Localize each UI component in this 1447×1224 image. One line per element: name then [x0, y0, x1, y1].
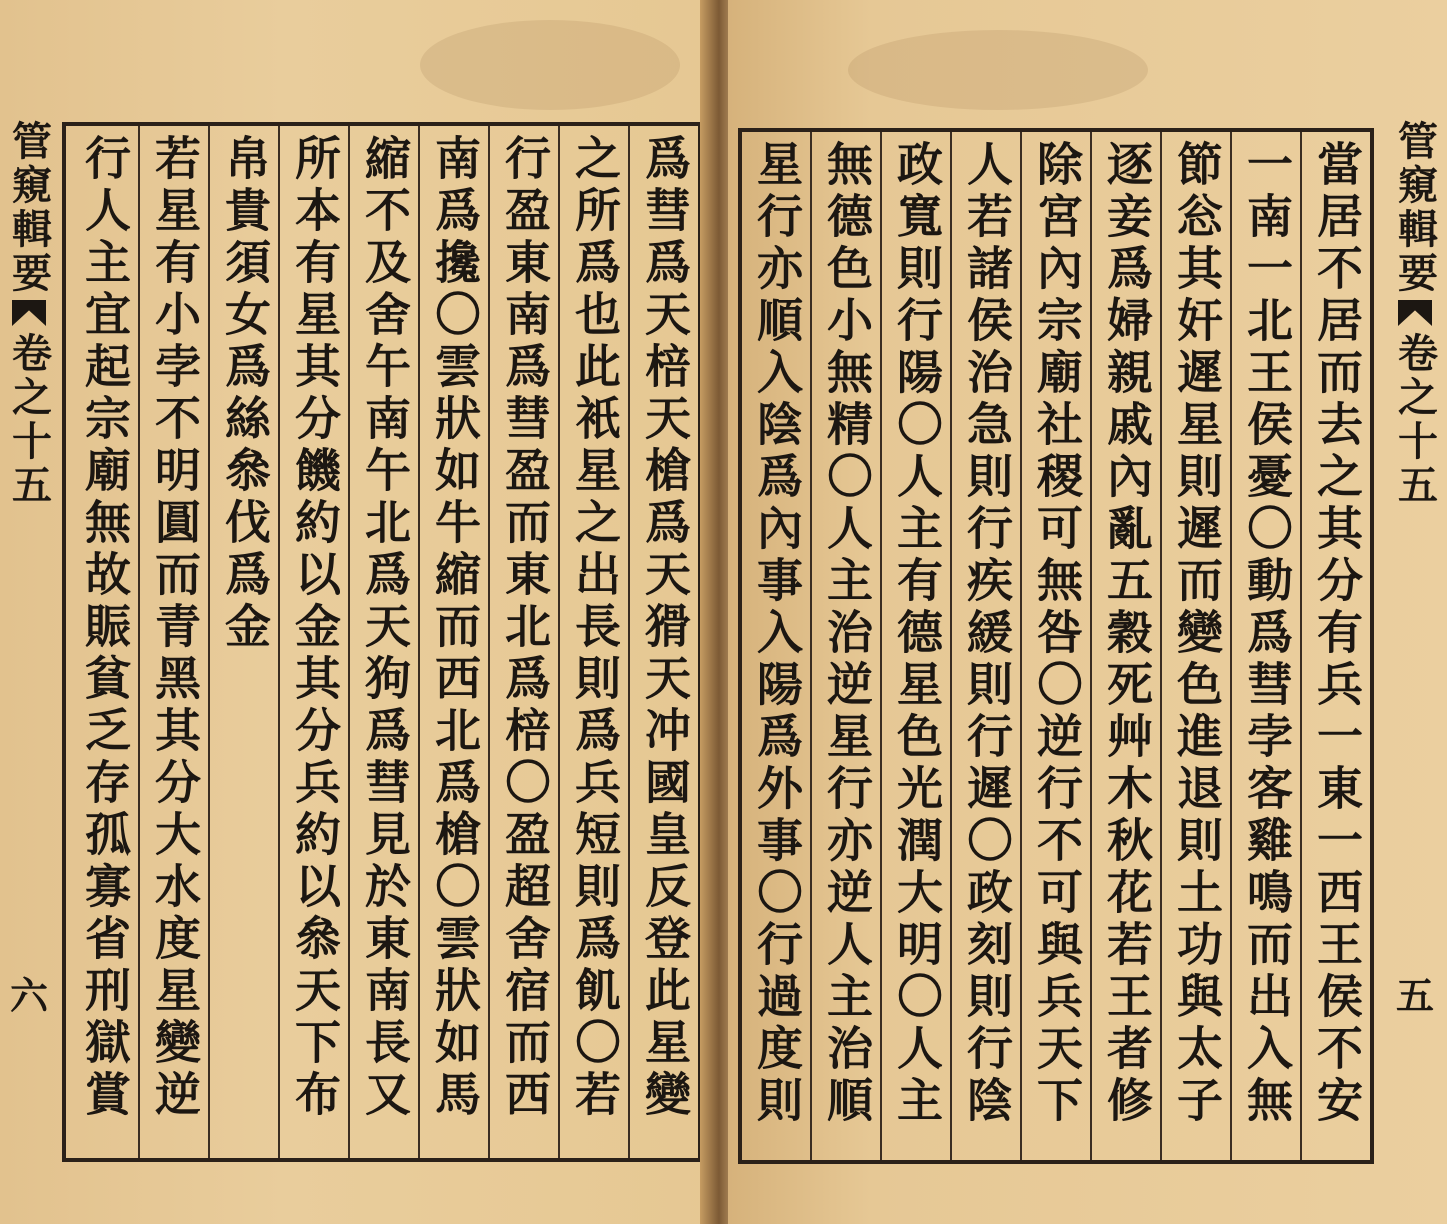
column-text: 逐妾爲婦親戚內亂五穀死艸木秋花若王者修	[1100, 140, 1154, 1128]
column-text: 一南一北王侯憂〇動爲彗孛客雞鳴而出入無	[1240, 140, 1294, 1128]
column-text: 之所爲也此衹星之出長則爲兵短則爲飢〇若	[568, 134, 622, 1122]
text-column	[422, 126, 488, 1158]
paper-stain	[420, 20, 680, 110]
column-rule	[348, 126, 350, 1158]
column-text: 縮不及舍午南午北爲天狗爲彗見於東南長又	[358, 134, 412, 1122]
column-rule	[1230, 132, 1232, 1160]
text-column	[142, 126, 208, 1158]
text-column	[1024, 132, 1090, 1160]
left-margin-column	[0, 120, 58, 1160]
column-rule	[208, 126, 210, 1158]
column-rule	[1090, 132, 1092, 1160]
text-column	[814, 132, 880, 1160]
column-text: 爲彗爲天棓天槍爲天猾天冲國皇反登此星變	[638, 134, 692, 1122]
column-text: 無德色小無精〇人主治逆星行亦逆人主治順	[820, 140, 874, 1128]
fish-tail-mark	[1398, 300, 1432, 326]
text-column	[1304, 132, 1370, 1160]
left-folio: 六	[9, 973, 48, 1018]
text-column	[352, 126, 418, 1158]
column-text: 星行亦順入陰爲內事入陽爲外事〇行過度則	[750, 140, 804, 1128]
text-column	[1234, 132, 1300, 1160]
text-column	[884, 132, 950, 1160]
right-text-columns	[742, 132, 1370, 1160]
fish-tail-mark	[12, 300, 46, 326]
text-column	[744, 132, 810, 1160]
column-text: 除宮內宗廟社稷可無咎〇逆行不可與兵天下	[1030, 140, 1084, 1128]
left-margin-title: 管窺輯要	[5, 120, 53, 296]
column-text: 節忩其奸遲星則遲而變色進退則土功與太子	[1170, 140, 1224, 1128]
column-rule	[1160, 132, 1162, 1160]
column-text: 所本有星其分饑約以金其分兵約以叅天下布	[288, 134, 342, 1122]
column-rule	[950, 132, 952, 1160]
column-rule	[1300, 132, 1302, 1160]
right-margin-title: 管窺輯要	[1391, 120, 1439, 296]
column-rule	[1020, 132, 1022, 1160]
column-text: 南爲攙〇雲狀如牛縮而西北爲槍〇雲狀如馬	[428, 134, 482, 1122]
column-rule	[558, 126, 560, 1158]
text-column	[1094, 132, 1160, 1160]
text-column	[632, 126, 698, 1158]
right-margin-juan: 卷之十五	[1391, 332, 1439, 508]
left-text-columns	[66, 126, 698, 1158]
column-text: 政寬則行陽〇人主有德星色光潤大明〇人主	[890, 140, 944, 1128]
column-rule	[628, 126, 630, 1158]
text-column	[72, 126, 138, 1158]
column-text: 行盈東南爲彗盈而東北爲棓〇盈超舍宿而西	[498, 134, 552, 1122]
column-rule	[278, 126, 280, 1158]
text-column	[562, 126, 628, 1158]
text-column	[492, 126, 558, 1158]
column-text: 當居不居而去之其分有兵一東一西王侯不安	[1310, 140, 1364, 1128]
column-text: 人若諸侯治急則行疾緩則行遲〇政刻則行陰	[960, 140, 1014, 1128]
text-column	[954, 132, 1020, 1160]
column-text: 行人主宜起宗廟無故賑貧乏存孤寡省刑獄賞	[78, 134, 132, 1122]
column-rule	[880, 132, 882, 1160]
text-column	[282, 126, 348, 1158]
column-text: 帛貴須女爲絲叅伐爲金	[218, 134, 272, 654]
column-rule	[810, 132, 812, 1160]
right-margin-column	[1386, 120, 1444, 1160]
left-margin-juan: 卷之十五	[5, 332, 53, 508]
text-column	[1164, 132, 1230, 1160]
right-folio: 五	[1395, 973, 1434, 1018]
column-rule	[488, 126, 490, 1158]
column-rule	[138, 126, 140, 1158]
column-rule	[418, 126, 420, 1158]
text-column	[212, 126, 278, 1158]
paper-stain	[848, 30, 1148, 110]
column-text: 若星有小孛不明圓而青黑其分大水度星變逆	[148, 134, 202, 1122]
